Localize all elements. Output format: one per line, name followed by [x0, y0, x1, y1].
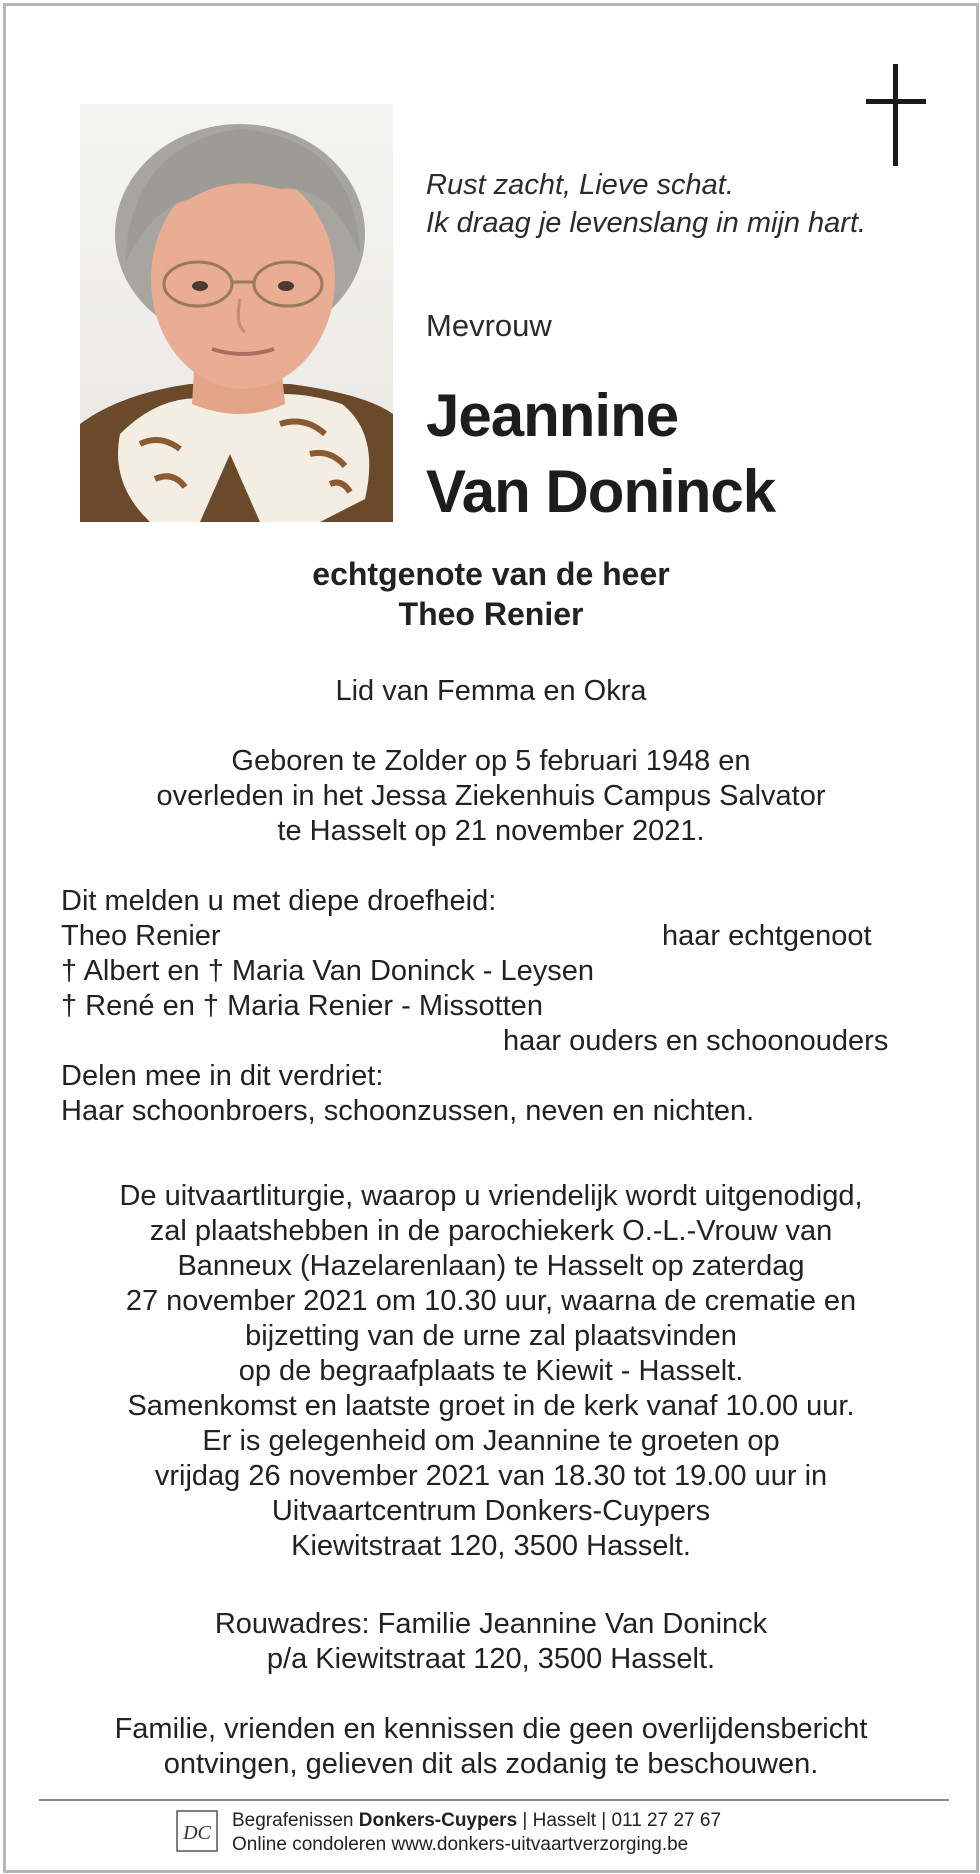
funeral-details — [6, 1179, 976, 1564]
footer-line-1 — [232, 1809, 721, 1833]
spouse-mourner: Theo Renier — [61, 920, 221, 952]
text-line: Geboren te Zolder op 5 februari 1948 en — [231, 745, 751, 777]
text-line: 27 november 2021 om 10.30 uur, waarna de crematie en — [125, 1285, 857, 1317]
funeral-home-logo — [176, 1810, 218, 1852]
spouse-name: Theo Renier — [398, 596, 584, 632]
announcement-intro: Dit melden u met diepe droefheid: — [61, 885, 497, 917]
text-line: Samenkomst en laatste groet in de kerk vanaf 10.00 uur. — [127, 1390, 855, 1422]
text-line: ontvingen, gelieven dit als zodanig te beschouwen. — [163, 1748, 819, 1780]
spouse-block — [6, 554, 976, 634]
birth-death — [6, 744, 976, 849]
funeral-home-info — [232, 1809, 721, 1857]
mourning-address — [6, 1607, 976, 1677]
cross-icon — [866, 64, 926, 166]
first-name: Jeannine — [426, 382, 679, 449]
motto-line: Rust zacht, Lieve schat. — [426, 169, 734, 201]
text-line: Rouwadres: Familie Jeannine Van Doninck — [214, 1608, 768, 1640]
deceased-name — [426, 378, 775, 530]
obituary-card — [3, 3, 979, 1873]
last-name: Van Doninck — [426, 458, 776, 525]
spouse-relation: echtgenote van de heer — [312, 556, 670, 592]
parents-line: † René en † Maria Renier - Missotten — [61, 990, 543, 1022]
motto-line: Ik draag je levenslang in mijn hart. — [426, 207, 867, 239]
footer-contact: | Hasselt | 011 27 27 67 — [517, 1810, 722, 1831]
online-condolence-link[interactable]: Online condoleren www.donkers-uitvaartverzorging.be — [232, 1834, 689, 1855]
text-line: Er is gelegenheid om Jeannine te groeten op — [202, 1425, 780, 1457]
company-name: Donkers-Cuypers — [358, 1810, 518, 1831]
membership: Lid van Femma en Okra — [335, 675, 647, 707]
text-line: De uitvaartliturgie, waarop u vriendelijk wordt uitgenodigd, — [119, 1180, 863, 1212]
portrait-photo — [80, 104, 393, 522]
footer-divider — [39, 1799, 949, 1801]
spouse-role: haar echtgenoot — [662, 920, 872, 952]
text-line: te Hasselt op 21 november 2021. — [277, 815, 705, 847]
honorific: Mevrouw — [426, 308, 552, 343]
text-line: Banneux (Hazelarenlaan) te Hasselt op zaterdag — [177, 1250, 805, 1282]
text-line: overleden in het Jessa Ziekenhuis Campus Salvator — [156, 780, 826, 812]
text-line: p/a Kiewitstraat 120, 3500 Hasselt. — [266, 1643, 716, 1675]
text-line: Kiewitstraat 120, 3500 Hasselt. — [291, 1530, 691, 1562]
parents-role: haar ouders en schoonouders — [503, 1025, 889, 1057]
text-line: Uitvaartcentrum Donkers-Cuypers — [271, 1495, 711, 1527]
text-line: vrijdag 26 november 2021 van 18.30 tot 19.00 uur in — [154, 1460, 828, 1492]
text-line: Familie, vrienden en kennissen die geen overlijdensbericht — [114, 1713, 868, 1745]
text-line: zal plaatshebben in de parochiekerk O.-L.-Vrouw van — [149, 1215, 833, 1247]
closing-note — [6, 1712, 976, 1782]
share-intro: Delen mee in dit verdriet: — [61, 1060, 384, 1092]
motto — [426, 166, 946, 242]
parents-line: † Albert en † Maria Van Doninck - Leysen — [61, 955, 595, 987]
text-line: bijzetting van de urne zal plaatsvinden — [245, 1320, 737, 1352]
svg-text:DC: DC — [183, 1822, 211, 1844]
footer-prefix: Begrafenissen — [232, 1810, 354, 1831]
share-family: Haar schoonbroers, schoonzussen, neven en nichten. — [61, 1095, 755, 1127]
text-line: op de begraafplaats te Kiewit - Hasselt. — [238, 1355, 744, 1387]
